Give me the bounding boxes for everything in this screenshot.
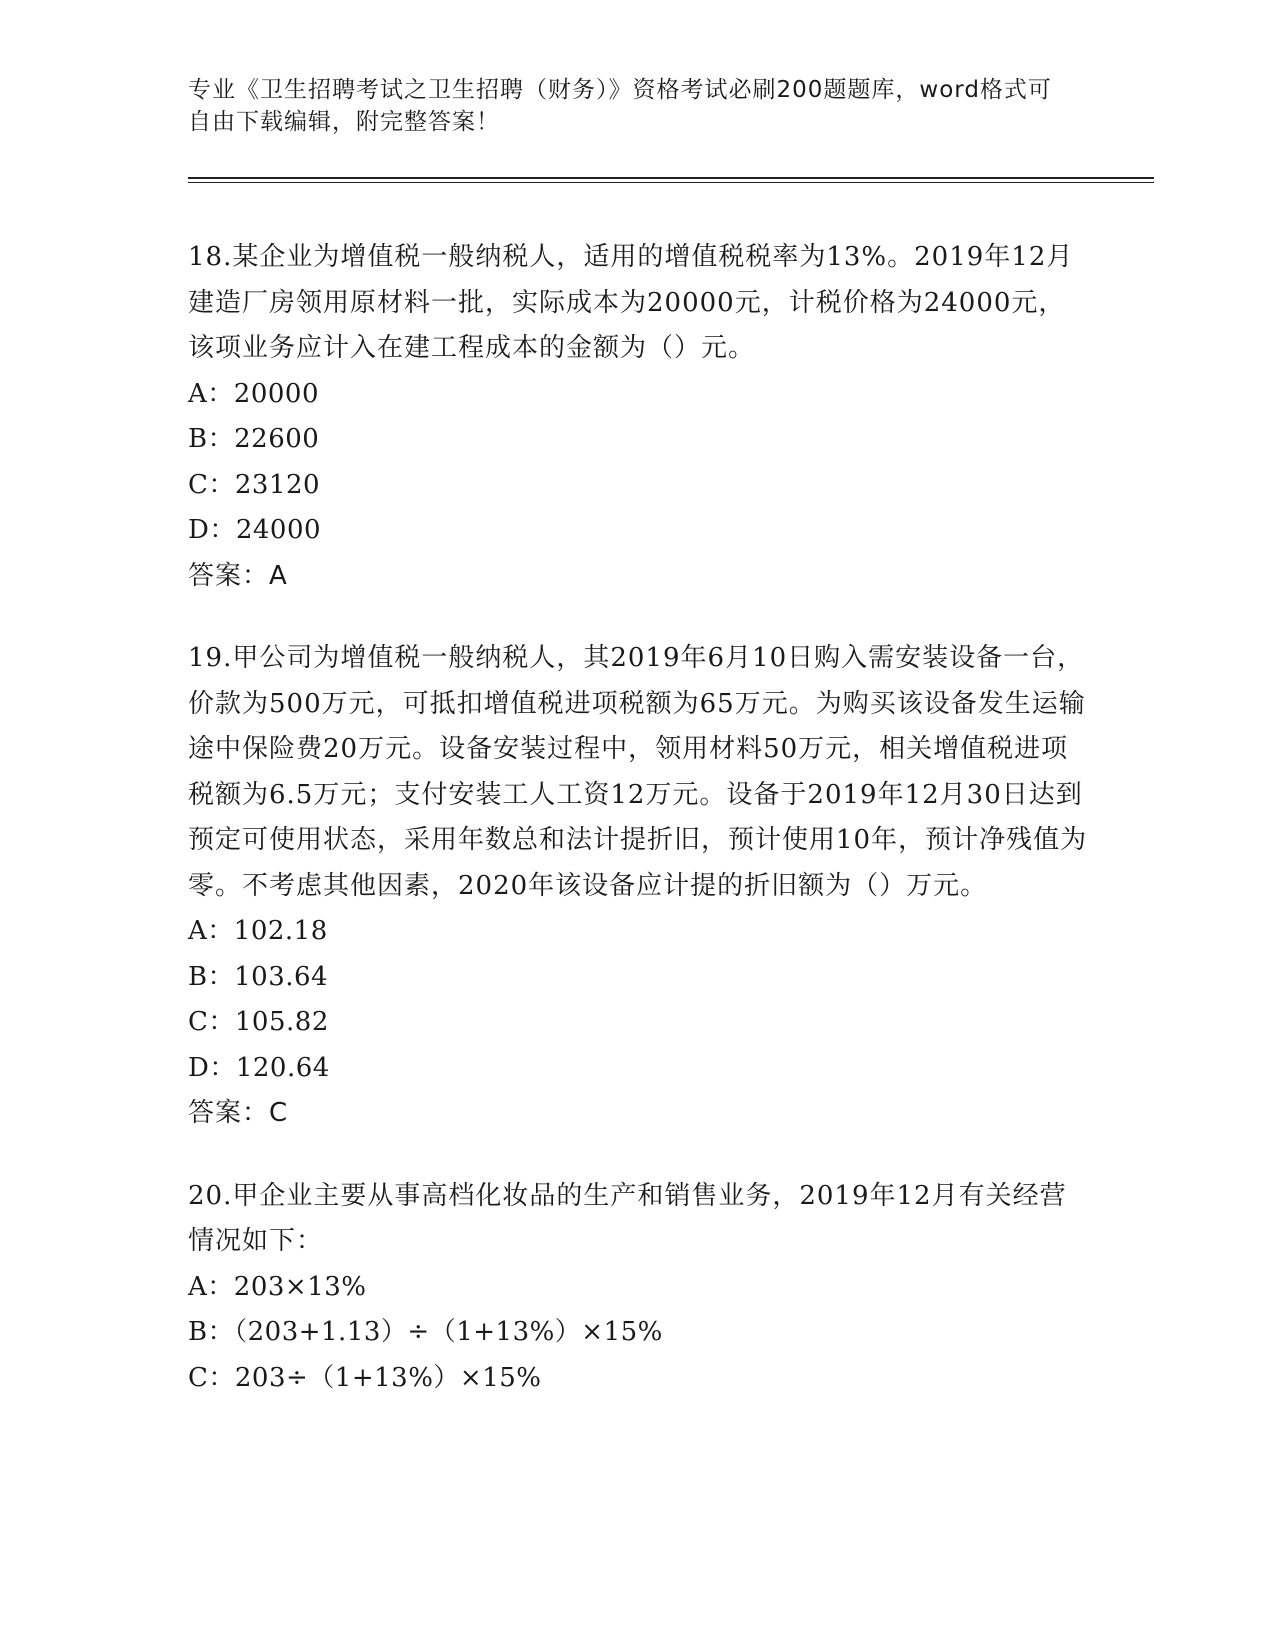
- option-a: A：203×13%: [188, 1271, 367, 1302]
- header-title: 专业《卫生招聘考试之卫生招聘（财务）》资格考试必刷200题题库，word格式可自由下载编辑，附完整答案！: [188, 77, 1052, 135]
- option-a: A：20000: [188, 378, 319, 409]
- question-19: [188, 636, 1088, 1137]
- question-list: [188, 235, 1088, 1438]
- question-stem: 19.甲公司为增值税一般纳税人，其2019年6月10日购入需安装设备一台，价款为500万元，可抵扣增值税进项税额为65万元。为购买该设备发生运输途中保险费20万元。设备安装过程中，领用材料50万元，相关增值税进项税额为6.5万元；支付安装工人工资12万元。设备于2019年12月30日达到预定可使用状态，采用年数总和法计提折旧，预计使用10年，预计净残值为零。不考虑其他因素，2020年该设备应计提的折旧额为（）万元。: [188, 643, 1088, 901]
- option-d: D：24000: [188, 515, 322, 545]
- option-d: D：120.64: [188, 1052, 330, 1083]
- option-b: B：（203+1.13）÷（1+13%）×15%: [188, 1317, 663, 1347]
- option-c: C：105.82: [188, 1007, 329, 1037]
- header-divider-thin: [188, 182, 1154, 183]
- header-divider-thick: [188, 177, 1154, 179]
- question-20: [188, 1174, 1088, 1402]
- option-b: B：103.64: [188, 961, 329, 992]
- option-a: A：102.18: [188, 916, 328, 946]
- answer-line: 答案：A: [188, 560, 288, 591]
- question-18: [188, 235, 1088, 599]
- option-c: C：203÷（1+13%）×15%: [188, 1362, 542, 1393]
- question-stem: 18.某企业为增值税一般纳税人，适用的增值税税率为13%。2019年12月建造厂房领用原材料一批，实际成本为20000元，计税价格为24000元，该项业务应计入在建工程成本的金额为（）元。: [188, 242, 1074, 363]
- answer-line: 答案：C: [188, 1098, 289, 1128]
- page-header: [188, 74, 1068, 138]
- option-b: B：22600: [188, 424, 320, 454]
- question-stem: 20.甲企业主要从事高档化妆品的生产和销售业务，2019年12月有关经营情况如下：: [188, 1180, 1067, 1256]
- option-c: C：23120: [188, 469, 321, 500]
